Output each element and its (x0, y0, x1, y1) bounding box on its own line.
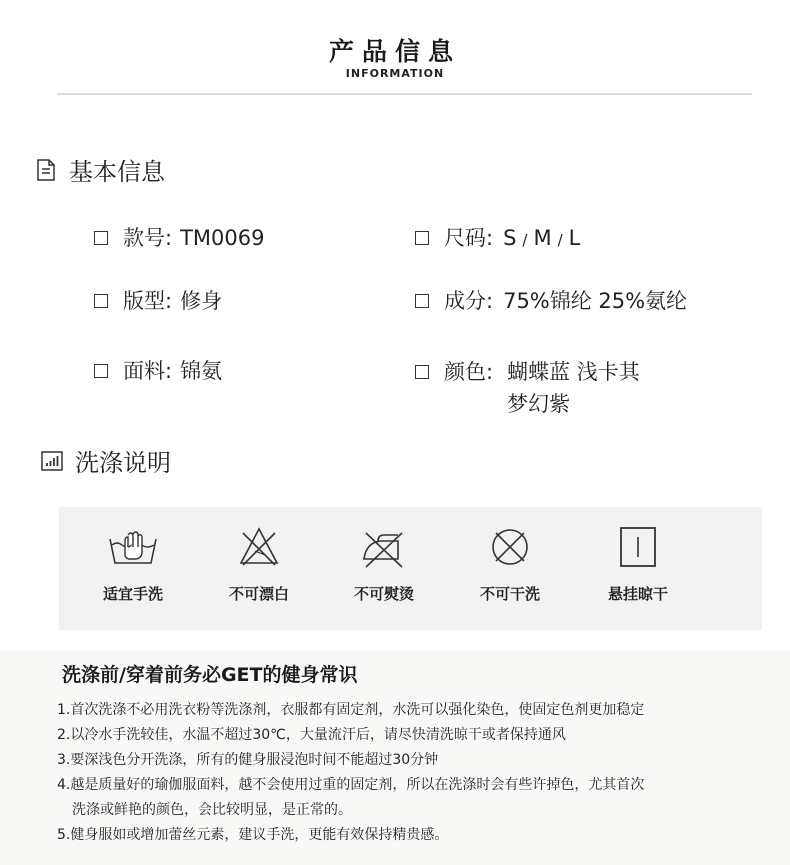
care-item-no-bleach (199, 525, 319, 604)
tips-title: 洗涤前/穿着前务必GET的健身常识 (62, 664, 358, 686)
color-values (507, 356, 640, 420)
color-line: 梦幻紫 (507, 392, 571, 416)
info-value: 修身 (180, 289, 223, 313)
info-item-size (415, 222, 580, 256)
size-separator: / (557, 231, 563, 249)
care-label: 不可干洗 (479, 585, 540, 603)
care-item-hang-dry (578, 525, 698, 604)
tip-line: 2.以冷水手洗较佳，水温不超过30℃，大量流汗后，请尽快清洗晾干或者保持通风 (57, 727, 566, 743)
info-item-composition (415, 285, 687, 317)
bar-chart-icon (41, 450, 63, 472)
hand-wash-icon (107, 525, 159, 569)
care-label: 不可熨烫 (353, 585, 414, 603)
info-value: 锦氨 (180, 359, 223, 383)
tip-line: 4.越是质量好的瑜伽服面料，越不会使用过重的固定剂，所以在洗涤时会有些许掉色，尤其首次 (57, 777, 645, 793)
hang-dry-icon (612, 525, 664, 569)
size-separator: / (522, 231, 528, 249)
basic-info-heading (35, 152, 165, 187)
header-divider (57, 93, 752, 95)
care-symbols-panel (59, 507, 762, 630)
care-label: 不可漂白 (228, 585, 289, 603)
info-item-style-no (94, 222, 264, 254)
care-label: 适宜手洗 (102, 585, 163, 603)
size-s: S (503, 226, 517, 250)
care-label: 悬挂晾干 (607, 585, 668, 603)
washing-title: 洗涤说明 (75, 449, 171, 477)
care-item-no-dry-clean (450, 525, 570, 604)
no-iron-icon (358, 525, 410, 569)
info-item-color (415, 356, 640, 420)
size-value (503, 222, 580, 256)
tip-line: 1.首次洗涤不必用洗衣粉等洗涤剂，衣服都有固定剂，水洗可以强化染色，使固定色剂更加稳定 (57, 702, 645, 718)
tips-list (57, 698, 757, 848)
checkbox-icon (94, 231, 108, 245)
size-m: M (533, 226, 552, 250)
no-dry-clean-icon (484, 525, 536, 569)
page-subtitle: INFORMATION (345, 67, 445, 80)
info-label: 成分: (444, 289, 494, 313)
checkbox-icon (415, 294, 429, 308)
no-bleach-icon (233, 525, 285, 569)
info-value: 75%锦纶 25%氨纶 (503, 289, 688, 313)
checkbox-icon (94, 364, 108, 378)
checkbox-icon (415, 365, 429, 379)
tip-line: 5.健身服如或增加蕾丝元素，建议手洗，更能有效保持精贵感。 (57, 827, 449, 843)
document-icon (35, 159, 57, 181)
care-item-no-iron (324, 525, 444, 604)
page-title: 产品信息 (328, 37, 461, 66)
info-label: 颜色: (444, 360, 494, 384)
size-l: L (568, 226, 581, 250)
color-line: 蝴蝶蓝 浅卡其 (507, 360, 640, 384)
info-value: TM0069 (180, 226, 265, 250)
info-label: 尺码: (444, 226, 494, 250)
basic-info-title: 基本信息 (69, 158, 165, 186)
tip-line: 洗涤或鲜艳的颜色，会比较明显，是正常的。 (72, 802, 352, 818)
info-label: 面料: (123, 359, 173, 383)
info-label: 版型: (123, 289, 173, 313)
info-item-fabric (94, 355, 222, 387)
info-label: 款号: (123, 226, 173, 250)
info-item-fit (94, 285, 222, 317)
checkbox-icon (94, 294, 108, 308)
tip-line: 3.要深浅色分开洗涤，所有的健身服浸泡时间不能超过30分钟 (57, 752, 439, 768)
washing-heading (41, 443, 171, 478)
care-item-hand-wash (73, 525, 193, 604)
checkbox-icon (415, 231, 429, 245)
